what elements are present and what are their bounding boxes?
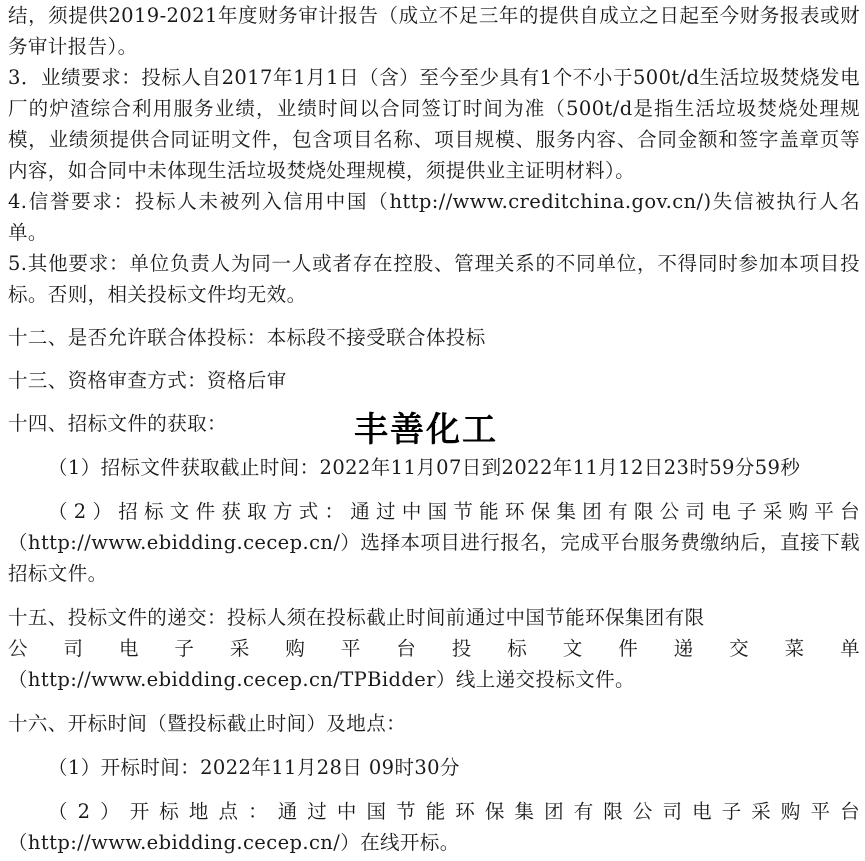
section-16-item-1: （1）开标时间：2022年11月28日 09时30分 (48, 756, 460, 779)
section-13-qualification-review: 十三、资格审查方式：资格后审 (8, 369, 287, 392)
section-12-consortium: 十二、是否允许联合体投标：本标段不接受联合体投标 (8, 326, 486, 349)
credit-requirement: 4.信誉要求：投标人未被列入信用中国（http://www.creditchina.gov.cn/)失信被执行人名单。 (8, 190, 860, 244)
section-16-item-2-line-1: （2）开标地点：通过中国节能环保集团有限公司电子采购平台 (48, 800, 860, 823)
section-16-title: 十六、开标时间（暨投标截止时间）及地点： (8, 712, 407, 735)
section-14-item-2: （2）招标文件获取方式：通过中国节能环保集团有限公司电子采购平台（http://www.ebidding.cecep.cn/）选择本项目进行报名，完成平台服务费缴纳后，直接下载招标文件。 (8, 500, 860, 585)
section-15-line-3: （http://www.ebidding.cecep.cn/TPBidder）线上递交投标文件。 (8, 668, 635, 691)
section-15-line-1: 十五、投标文件的递交：投标人须在投标截止时间前通过中国节能环保集团有限 (8, 606, 705, 629)
section-14-item-1: （1）招标文件获取截止时间：2022年11月07日到2022年11月12日23时59分59秒 (48, 456, 801, 479)
section-14-title: 十四、招标文件的获取： (8, 412, 227, 435)
other-requirement: 5.其他要求：单位负责人为同一人或者存在控股、管理关系的不同单位，不得同时参加本项目投标。否则，相关投标文件均无效。 (8, 252, 860, 306)
financial-requirement-tail: 结，须提供2019-2021年度财务审计报告（成立不足三年的提供自成立之日起至今财务报表或财务审计报告）。 (8, 4, 860, 58)
section-16-item-2-line-2: （http://www.ebidding.cecep.cn/）在线开标。 (8, 831, 460, 854)
performance-requirement: 3．业绩要求：投标人自2017年1月1日（含）至今至少具有1个不小于500t/d生活垃圾焚烧发电厂的炉渣综合利用服务业绩，业绩时间以合同签订时间为准（500t/d是指生活垃圾焚烧处理规模，业绩须提供合同证明文件，包含项目名称、项目规模、服务内容、合同金额和签字盖章页等内容，如合同中未体现生活垃圾焚烧处理规模，须提供业主证明材料）。 (8, 66, 860, 182)
watermark-text: 丰善化工 (354, 410, 498, 450)
section-15-line-2: 公司电子采购平台投标文件递交菜单 (8, 637, 860, 660)
